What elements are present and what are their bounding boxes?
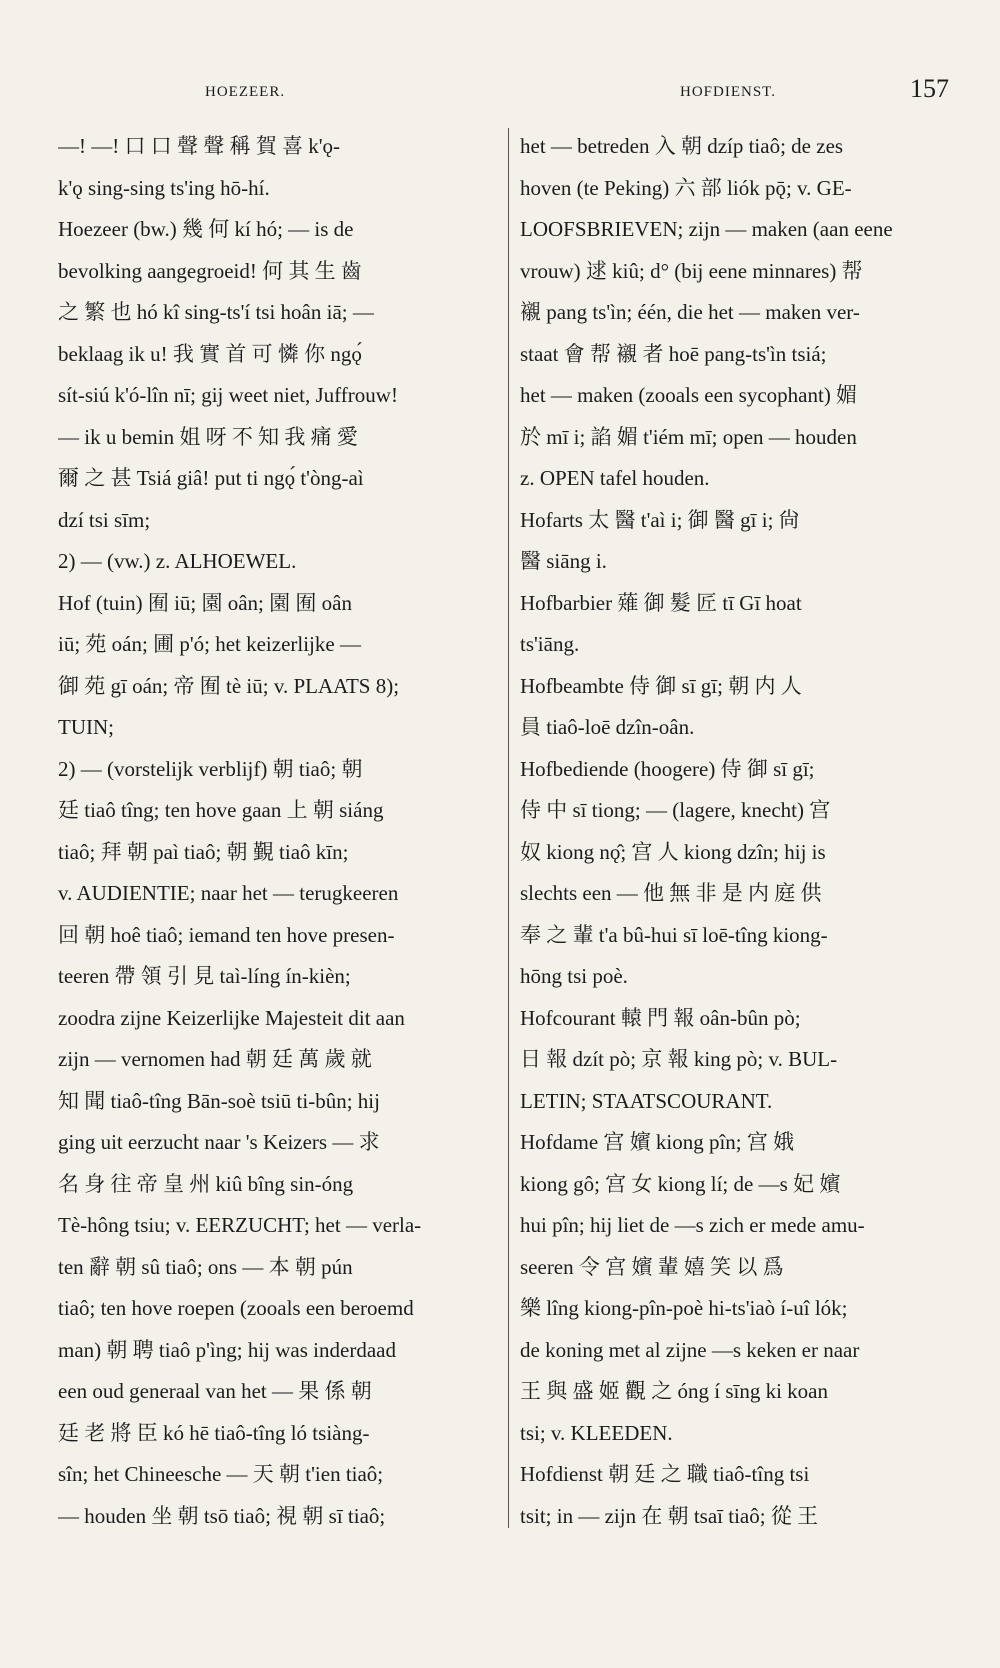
text-line: 2) — (vorstelijk verblijf) 朝 tiaô; 朝 (58, 756, 363, 781)
text-line: 於 mī i; 諂 媚 t'iém mī; open — houden (520, 424, 857, 449)
text-line: —! —! 口 口 聲 聲 稱 賀 喜 k'ǫ- (58, 134, 341, 158)
text-line: tsi; v. KLEEDEN. (520, 1420, 673, 1445)
text-line: 御 苑 gī oán; 帝 囿 tè iū; v. PLAATS 8); (58, 673, 400, 698)
text-line: 醫 siāng i. (520, 549, 607, 573)
text-line: Hofarts 太 醫 t'aì i; 御 醫 gī i; 尙 (520, 507, 800, 532)
text-line: 侍 中 sī tiong; — (lagere, knecht) 宫 (520, 798, 831, 822)
text-line: v. AUDIENTIE; naar het — terugkeeren (58, 881, 399, 905)
text-line: Hofbarbier 薙 御 髮 匠 tī Gī hoat (520, 590, 802, 615)
text-line: sîn; het Chineesche — 天 朝 t'ien tiaô; (58, 1462, 384, 1486)
text-line: 名 身 往 帝 皇 州 kiû bîng sin-óng (58, 1171, 354, 1196)
text-line: beklaag ik u! 我 實 首 可 憐 你 ngǫ́ (58, 341, 362, 366)
text-line: 2) — (vw.) z. ALHOEWEL. (58, 549, 297, 573)
text-line: ts'iāng. (520, 632, 580, 656)
running-header-left: HOEZEER. (205, 84, 286, 100)
text-line: Hoezeer (bw.) 幾 何 kí hó; — is de (58, 217, 354, 241)
text-line: z. OPEN tafel houden. (520, 466, 710, 490)
text-line: Hofbediende (hoogere) 侍 御 sī gī; (520, 756, 815, 781)
text-line: Hofcourant 轅 門 報 oân-bûn pò; (520, 1005, 801, 1030)
text-line: — houden 坐 朝 tsō tiaô; 視 朝 sī tiaô; (58, 1503, 386, 1528)
text-line: LETIN; STAATSCOURANT. (520, 1088, 773, 1113)
text-line: man) 朝 聘 tiaô p'ìng; hij was inderdaad (58, 1337, 396, 1362)
text-line: sít-siú k'ó-lîn nī; gij weet niet, Juffrouw! (58, 383, 398, 407)
text-line: 爾 之 甚 Tsiá giâ! put ti ngǫ́ t'òng-aì (58, 466, 364, 490)
text-line: dzí tsi sīm; (58, 507, 151, 532)
right-column (520, 126, 950, 1537)
text-line: vrouw) 逑 kiû; d° (bij eene minnares) 帮 (520, 258, 863, 283)
text-line: seeren 令 宫 嬪 輩 嬉 笑 以 爲 (520, 1254, 784, 1279)
text-line: tiaô; 拜 朝 paì tiaô; 朝 覲 tiaô kīn; (58, 839, 349, 864)
text-line: 員 tiaô-loē dzîn-oân. (520, 715, 695, 739)
text-line: 樂 lîng kiong-pîn-poè hi-ts'iaò í-uî lók; (520, 1296, 848, 1320)
text-line: Hofbeambte 侍 御 sī gī; 朝 内 人 (520, 673, 802, 698)
text-line: 廷 老 將 臣 kó hē tiaô-tîng ló tsiàng- (58, 1420, 370, 1445)
text-line: zoodra zijne Keizerlijke Majesteit dit aan (58, 1005, 405, 1030)
text-line: Hof (tuin) 囿 iū; 園 oân; 園 囿 oân (58, 590, 352, 615)
text-line: slechts een — 他 無 非 是 内 庭 供 (520, 881, 822, 905)
text-line: 襯 pang ts'ìn; één, die het — maken ver- (520, 300, 860, 324)
text-line: 知 聞 tiaô-tîng Bān-soè tsiū ti-bûn; hij (58, 1088, 380, 1113)
text-line: 王 與 盛 姬 觀 之 óng í sīng ki koan (520, 1379, 828, 1403)
text-line: het — maken (zooals een sycophant) 媚 (520, 383, 858, 407)
text-line: een oud generaal van het — 果 係 朝 (58, 1379, 372, 1403)
text-line: hui pîn; hij liet de —s zich er mede amu- (520, 1213, 865, 1237)
text-line: Hofdame 宫 嬪 kiong pîn; 宫 娥 (520, 1130, 795, 1154)
text-line: tsit; in — zijn 在 朝 tsaī tiaô; 從 王 (520, 1503, 819, 1528)
running-header-right: HOFDIENST. (680, 84, 776, 100)
text-line: kiong gô; 宫 女 kiong lí; de —s 妃 嬪 (520, 1171, 841, 1196)
text-line: 廷 tiaô tîng; ten hove gaan 上 朝 siáng (58, 798, 384, 822)
text-line: Tè-hông tsiu; v. EERZUCHT; het — verla- (58, 1213, 422, 1237)
text-line: hoven (te Peking) 六 部 liók pǭ; v. GE- (520, 175, 852, 200)
text-line: iū; 苑 oán; 圃 p'ó; het keizerlijke — (58, 632, 361, 656)
text-line: k'ǫ sing-sing ts'ing hō-hí. (58, 175, 270, 200)
column-divider (508, 128, 509, 1528)
text-line: zijn — vernomen had 朝 廷 萬 歲 就 (58, 1047, 372, 1071)
text-line: ging uit eerzucht naar 's Keizers — 求 (58, 1130, 380, 1154)
page-number: 157 (910, 74, 949, 103)
text-line: de koning met al zijne —s keken er naar (520, 1337, 860, 1362)
text-line: ten 辭 朝 sû tiaô; ons — 本 朝 pún (58, 1254, 353, 1279)
text-line: 奴 kiong nǫ̂; 宫 人 kiong dzîn; hij is (520, 839, 826, 864)
text-line: tiaô; ten hove roepen (zooals een beroemd (58, 1296, 414, 1320)
text-line: Hofdienst 朝 廷 之 職 tiaô-tîng tsi (520, 1462, 810, 1486)
text-line: — ik u bemin 姐 呀 不 知 我 痛 愛 (58, 424, 358, 449)
text-line: 日 報 dzít pò; 京 報 king pò; v. BUL- (520, 1047, 838, 1071)
text-line: LOOFSBRIEVEN; zijn — maken (aan eene (520, 217, 893, 241)
text-line: TUIN; (58, 715, 114, 739)
text-line: teeren 帶 領 引 見 taì-líng ín-kièn; (58, 964, 351, 988)
text-line: 奉 之 輩 t'a bû-hui sī loē-tîng kiong- (520, 922, 828, 947)
text-line: hōng tsi poè. (520, 964, 628, 988)
text-line: 之 繁 也 hó kî sing-ts'í tsi hoân iā; — (58, 300, 374, 324)
left-column (58, 126, 498, 1537)
text-line: staat 會 帮 襯 者 hoē pang-ts'ìn tsiá; (520, 341, 827, 366)
text-line: 回 朝 hoê tiaô; iemand ten hove presen- (58, 922, 395, 947)
text-line: bevolking aangegroeid! 何 其 生 齒 (58, 258, 362, 283)
text-line: het — betreden 入 朝 dzíp tiaô; de zes (520, 134, 844, 158)
